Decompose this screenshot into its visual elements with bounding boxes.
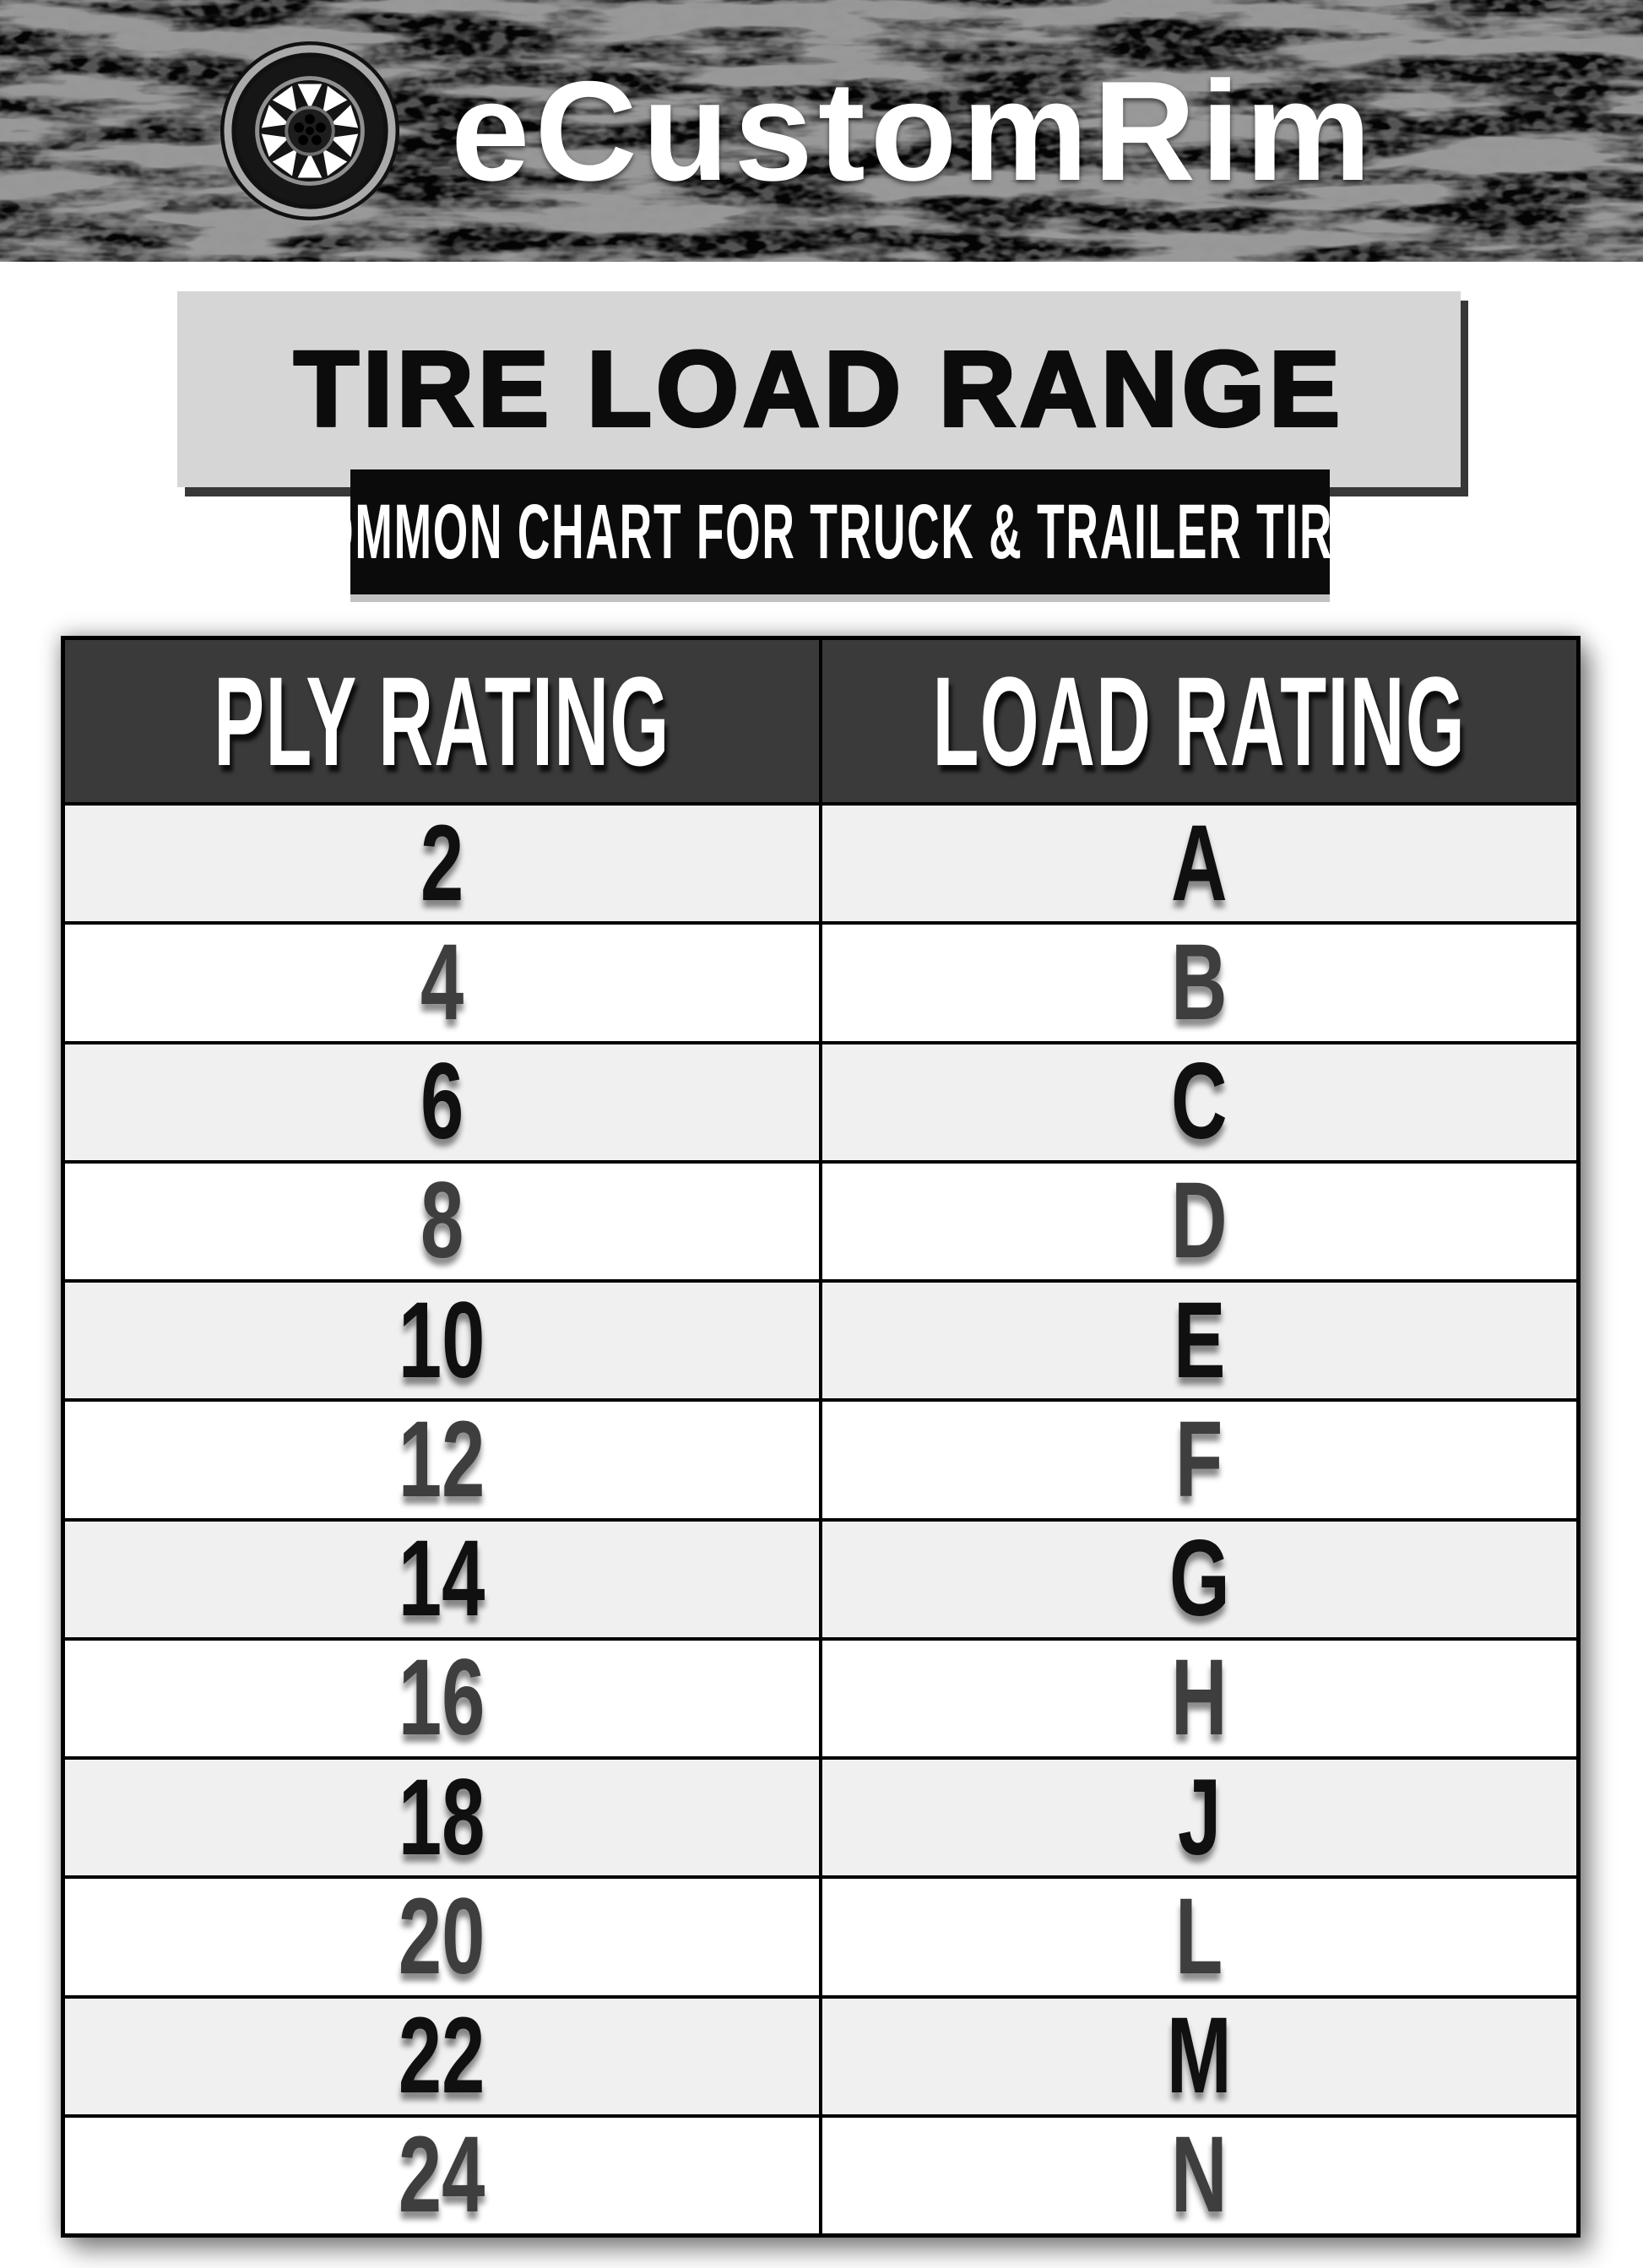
ply-cell	[65, 1044, 819, 1160]
ply-cell	[65, 1879, 819, 1994]
load-value: F	[1175, 1402, 1223, 1518]
load-cell	[819, 1164, 1576, 1279]
ply-cell	[65, 925, 819, 1040]
tire-wheel-logo-icon	[218, 39, 402, 223]
load-cell	[819, 1641, 1576, 1756]
header-band	[0, 0, 1643, 262]
ply-cell	[65, 1164, 819, 1279]
ply-value: 20	[399, 1879, 485, 1995]
table-row	[65, 1279, 1576, 1398]
table-row	[65, 806, 1576, 921]
table-row	[65, 1756, 1576, 1875]
ply-cell	[65, 1522, 819, 1637]
ply-value: 14	[399, 1521, 485, 1637]
load-value: D	[1171, 1163, 1228, 1279]
ply-value: 16	[399, 1640, 485, 1756]
load-cell	[819, 1879, 1576, 1994]
table-row	[65, 1398, 1576, 1517]
header-content	[0, 0, 1643, 262]
ply-cell	[65, 1999, 819, 2114]
load-value: J	[1177, 1760, 1222, 1876]
table-header-row	[65, 640, 1576, 806]
load-value: C	[1171, 1044, 1228, 1160]
load-cell	[819, 1760, 1576, 1875]
table-row	[65, 1518, 1576, 1637]
table-row	[65, 1041, 1576, 1160]
ply-value: 24	[399, 2117, 485, 2233]
ply-cell	[65, 1402, 819, 1517]
column-header-ply-rating	[65, 640, 819, 802]
ply-cell	[65, 806, 819, 921]
load-value: A	[1171, 806, 1228, 922]
load-value: G	[1169, 1521, 1230, 1637]
ply-value: 10	[399, 1283, 485, 1399]
load-value: N	[1171, 2117, 1228, 2233]
brand-name: eCustomRim	[451, 52, 1377, 210]
ply-value: 4	[420, 925, 464, 1041]
ply-value: 6	[420, 1044, 464, 1160]
ply-cell	[65, 1283, 819, 1398]
load-cell	[819, 1044, 1576, 1160]
ply-value: 22	[399, 1998, 485, 2114]
table-row	[65, 1637, 1576, 1756]
load-cell	[819, 1402, 1576, 1517]
load-cell	[819, 2118, 1576, 2233]
subtitle-box	[284, 469, 1396, 594]
ply-value: 2	[420, 806, 464, 922]
table-row	[65, 921, 1576, 1040]
ply-value: 12	[399, 1402, 485, 1518]
load-cell	[819, 1283, 1576, 1398]
page-title: TIRE LOAD RANGE	[293, 329, 1344, 448]
load-cell	[819, 1999, 1576, 2114]
ply-cell	[65, 1760, 819, 1875]
table-row	[65, 2114, 1576, 2233]
table-row	[65, 1995, 1576, 2114]
load-range-table	[61, 636, 1581, 2238]
ply-value: 8	[420, 1163, 464, 1279]
load-value: H	[1171, 1640, 1228, 1756]
column-header-load-rating	[819, 640, 1576, 802]
ply-value: 18	[399, 1760, 485, 1876]
load-cell	[819, 925, 1576, 1040]
table-row	[65, 1875, 1576, 1994]
load-value: E	[1173, 1283, 1226, 1399]
title-box	[177, 291, 1461, 487]
column-header-ply-rating-label: PLY RATING	[214, 650, 670, 792]
table-row	[65, 1160, 1576, 1279]
ply-cell	[65, 2118, 819, 2233]
load-value: L	[1175, 1879, 1223, 1995]
load-cell	[819, 1522, 1576, 1637]
load-cell	[819, 806, 1576, 921]
load-value: B	[1171, 925, 1228, 1041]
column-header-load-rating-label: LOAD RATING	[932, 650, 1467, 792]
load-value: M	[1167, 1998, 1232, 2114]
page-subtitle: COMMON CHART FOR TRUCK & TRAILER TIRES	[284, 489, 1396, 575]
ply-cell	[65, 1641, 819, 1756]
